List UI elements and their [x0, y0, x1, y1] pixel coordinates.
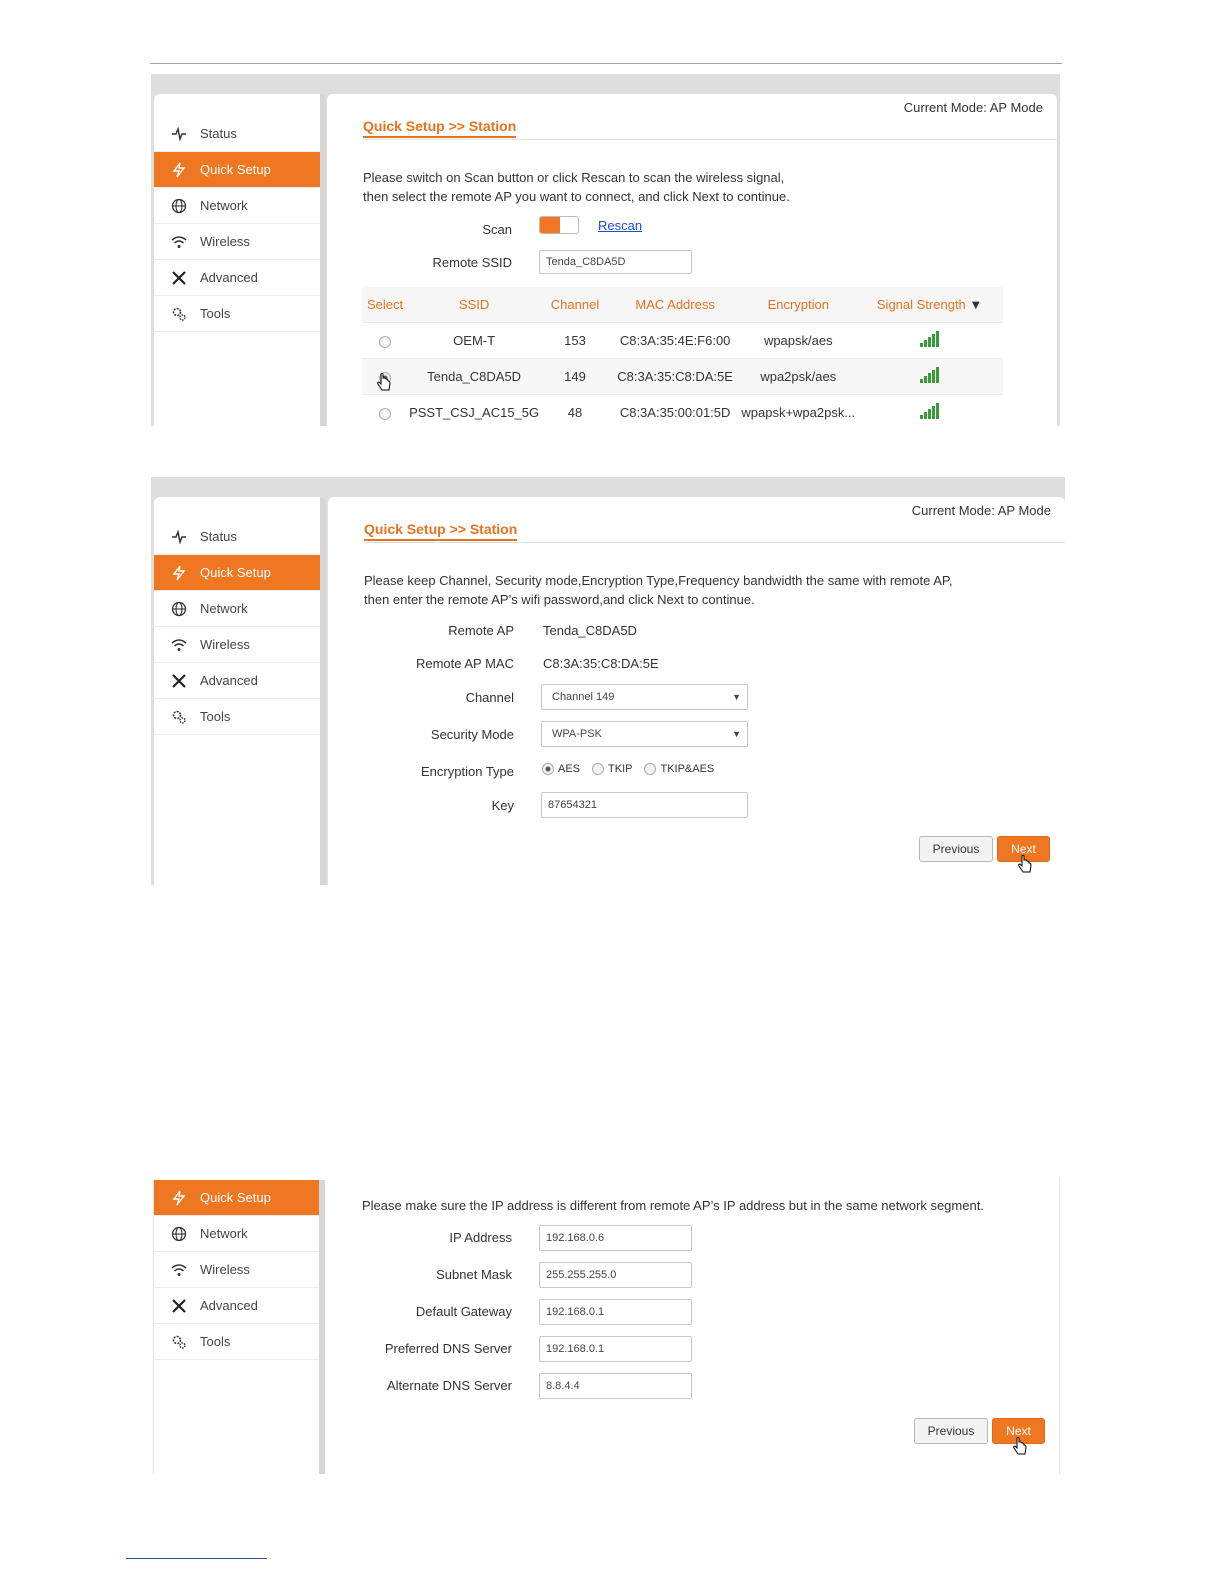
hand-cursor-icon: [1012, 1437, 1028, 1457]
subnet-mask-input[interactable]: [539, 1262, 692, 1288]
row-select[interactable]: [362, 323, 408, 359]
ip-address-input[interactable]: [539, 1225, 692, 1251]
nav-wireless[interactable]: [154, 224, 320, 260]
tools-cross-icon: [170, 672, 188, 690]
nav-wireless-label: Wireless: [200, 1262, 250, 1277]
table-row[interactable]: [362, 395, 1003, 427]
row-channel: 48: [540, 395, 610, 427]
enc-tkip-aes-label: TKIP&AES: [660, 763, 715, 775]
nav-status[interactable]: [154, 116, 320, 152]
screenshot-scan: [151, 74, 1060, 426]
nav-tools[interactable]: [154, 1324, 319, 1360]
nav-network[interactable]: [154, 1216, 319, 1252]
title-divider: [363, 139, 1057, 140]
nav-quick-setup[interactable]: [154, 152, 320, 188]
nav-advanced-label: Advanced: [200, 673, 258, 688]
scan-label: Scan: [482, 222, 512, 237]
key-input[interactable]: [541, 792, 748, 818]
channel-label: Channel: [465, 690, 514, 705]
nav-wireless-label: Wireless: [200, 234, 250, 249]
instructions: [363, 168, 790, 206]
hand-cursor-icon: [1017, 855, 1033, 875]
wifi-icon: [170, 1261, 188, 1279]
enc-aes-label: AES: [558, 763, 581, 775]
key-label: Key: [491, 798, 514, 813]
col-mac: MAC Address: [610, 287, 740, 323]
nav-quick-setup[interactable]: [154, 1180, 319, 1216]
tools-cross-icon: [170, 1297, 188, 1315]
ip-address-label: IP Address: [449, 1230, 512, 1245]
row-mac: C8:3A:35:C8:DA:5E: [610, 359, 740, 395]
row-radio[interactable]: [379, 408, 391, 420]
channel-select-value: Channel 149: [552, 691, 615, 703]
row-signal: [856, 359, 1003, 395]
remote-mac-label: Remote AP MAC: [415, 656, 514, 671]
previous-button[interactable]: Previous: [919, 836, 993, 862]
security-mode-value: WPA-PSK: [552, 728, 602, 740]
col-select: Select: [362, 287, 408, 323]
default-gateway-label: Default Gateway: [415, 1304, 512, 1319]
bolt-icon: [170, 161, 188, 179]
row-mac: C8:3A:35:00:01:5D: [610, 395, 740, 427]
row-mac: C8:3A:35:4E:F6:00: [610, 323, 740, 359]
nav-tools[interactable]: [154, 296, 320, 332]
col-channel: Channel: [540, 287, 610, 323]
row-ssid: Tenda_C8DA5D: [408, 359, 540, 395]
nav-advanced-label: Advanced: [200, 1298, 258, 1313]
row-encryption: wpa2psk/aes: [740, 359, 856, 395]
nav-tools[interactable]: [154, 699, 320, 735]
security-mode-label: Security Mode: [430, 727, 514, 742]
nav-quick-setup-label: Quick Setup: [200, 162, 271, 177]
preferred-dns-input[interactable]: [539, 1336, 692, 1362]
col-encryption: Encryption: [740, 287, 856, 323]
nav-advanced[interactable]: [154, 663, 320, 699]
caret-down-icon: ▼: [732, 692, 741, 702]
instructions: [364, 571, 952, 609]
pulse-icon: [170, 528, 188, 546]
wifi-icon: [170, 636, 188, 654]
nav-tools-label: Tools: [200, 1334, 231, 1349]
wifi-icon: [170, 233, 188, 251]
signal-bars-icon: [920, 403, 939, 419]
enc-tkip-option[interactable]: [592, 763, 632, 775]
ap-list-table: [362, 287, 1003, 426]
row-signal: [856, 395, 1003, 427]
remote-ssid-label: Remote SSID: [432, 255, 512, 270]
enc-aes-option[interactable]: [542, 763, 580, 775]
remote-ap-value: Tenda_C8DA5D: [543, 623, 637, 638]
table-row[interactable]: [362, 359, 1003, 395]
nav-quick-setup-label: Quick Setup: [200, 565, 271, 580]
globe-icon: [170, 1225, 188, 1243]
row-radio[interactable]: [379, 336, 391, 348]
instructions-line-2: then enter the remote AP’s wifi password,and click Next to continue.: [364, 592, 755, 607]
nav-network-label: Network: [200, 601, 248, 616]
nav-wireless-label: Wireless: [200, 637, 250, 652]
sidebar: [154, 497, 326, 885]
nav-tools-label: Tools: [200, 306, 231, 321]
content-panel: [328, 497, 1065, 885]
nav-status[interactable]: [154, 519, 320, 555]
gears-icon: [170, 708, 188, 726]
remote-ap-label: Remote AP: [448, 623, 514, 638]
screenshot-station-settings: [151, 477, 1065, 885]
title-divider: [364, 542, 1065, 543]
enc-tkip-aes-option[interactable]: [644, 763, 714, 775]
globe-icon: [170, 600, 188, 618]
nav-quick-setup-label: Quick Setup: [200, 1190, 271, 1205]
encryption-type-group: [542, 763, 722, 775]
row-select[interactable]: [362, 359, 408, 395]
sidebar: [154, 94, 326, 426]
scan-toggle-knob: [540, 217, 560, 233]
instructions: Please make sure the IP address is different from remote AP’s IP address but in the same network segment.: [362, 1198, 984, 1213]
row-channel: 149: [540, 359, 610, 395]
preferred-dns-label: Preferred DNS Server: [384, 1341, 512, 1356]
nav-status-label: Status: [200, 126, 237, 141]
enc-aes-radio[interactable]: [542, 763, 554, 775]
nav-quick-setup[interactable]: [154, 555, 320, 591]
previous-button[interactable]: Previous: [914, 1418, 988, 1444]
nav-network-label: Network: [200, 198, 248, 213]
col-signal[interactable]: Signal Strength ▼: [856, 287, 1003, 323]
row-signal: [856, 323, 1003, 359]
current-mode: Current Mode: AP Mode: [911, 503, 1051, 518]
footnote-rule: [126, 1558, 267, 1559]
nav-advanced[interactable]: [154, 1288, 319, 1324]
ap-table-header: [362, 287, 1003, 323]
alternate-dns-label: Alternate DNS Server: [387, 1378, 512, 1393]
nav-wireless[interactable]: [154, 1252, 319, 1288]
col-ssid: SSID: [408, 287, 540, 323]
caret-down-icon: ▼: [732, 729, 741, 739]
channel-select[interactable]: [541, 684, 748, 710]
pulse-icon: [170, 125, 188, 143]
next-button[interactable]: Next: [992, 1418, 1045, 1444]
nav-network[interactable]: [154, 188, 320, 224]
remote-mac-value: C8:3A:35:C8:DA:5E: [543, 656, 659, 671]
subnet-mask-label: Subnet Mask: [436, 1267, 512, 1282]
encryption-type-label: Encryption Type: [421, 764, 514, 779]
bolt-icon: [170, 564, 188, 582]
instructions-line-2: then select the remote AP you want to connect, and click Next to continue.: [363, 189, 790, 204]
nav-advanced-label: Advanced: [200, 270, 258, 285]
row-ssid: OEM-T: [408, 323, 540, 359]
page-top-rule: [150, 63, 1062, 64]
globe-icon: [170, 197, 188, 215]
sidebar: [153, 1180, 325, 1474]
row-select[interactable]: [362, 395, 408, 427]
bolt-icon: [170, 1189, 188, 1207]
instructions-line-1: Please switch on Scan button or click Rescan to scan the wireless signal,: [363, 170, 785, 185]
page-title: Quick Setup >> Station: [364, 521, 517, 541]
instructions-line-1: Please keep Channel, Security mode,Encryption Type,Frequency bandwidth the same with remote AP,: [364, 573, 953, 588]
default-gateway-input[interactable]: [539, 1299, 692, 1325]
enc-tkip-label: TKIP: [608, 763, 633, 775]
rescan-link[interactable]: Rescan: [598, 218, 643, 233]
screenshot-ip-settings: [150, 1178, 1062, 1474]
current-mode: Current Mode: AP Mode: [903, 100, 1043, 115]
remote-ssid-input[interactable]: [539, 250, 692, 274]
nav-wireless[interactable]: [154, 627, 320, 663]
nav-network-label: Network: [200, 1226, 248, 1241]
hand-cursor-icon: [376, 373, 392, 393]
enc-tkip-aes-radio[interactable]: [644, 763, 656, 775]
gears-icon: [170, 1333, 188, 1351]
table-row[interactable]: [362, 323, 1003, 359]
nav-network[interactable]: [154, 591, 320, 627]
gears-icon: [170, 305, 188, 323]
row-encryption: wpapsk+wpa2psk...: [740, 395, 856, 427]
nav-tools-label: Tools: [200, 709, 231, 724]
row-channel: 153: [540, 323, 610, 359]
content-panel: [326, 1178, 1060, 1474]
tools-cross-icon: [170, 269, 188, 287]
row-ssid: PSST_CSJ_AC15_5G: [408, 395, 540, 427]
scan-toggle[interactable]: [539, 216, 579, 234]
security-mode-select[interactable]: [541, 721, 748, 747]
sort-down-icon: ▼: [969, 297, 983, 312]
content-panel: [327, 94, 1057, 426]
nav-advanced[interactable]: [154, 260, 320, 296]
next-button[interactable]: Next: [997, 836, 1050, 862]
alternate-dns-input[interactable]: [539, 1373, 692, 1399]
signal-bars-icon: [920, 367, 939, 383]
row-encryption: wpapsk/aes: [740, 323, 856, 359]
signal-bars-icon: [920, 331, 939, 347]
enc-tkip-radio[interactable]: [592, 763, 604, 775]
nav-status-label: Status: [200, 529, 237, 544]
page-title: Quick Setup >> Station: [363, 118, 516, 138]
